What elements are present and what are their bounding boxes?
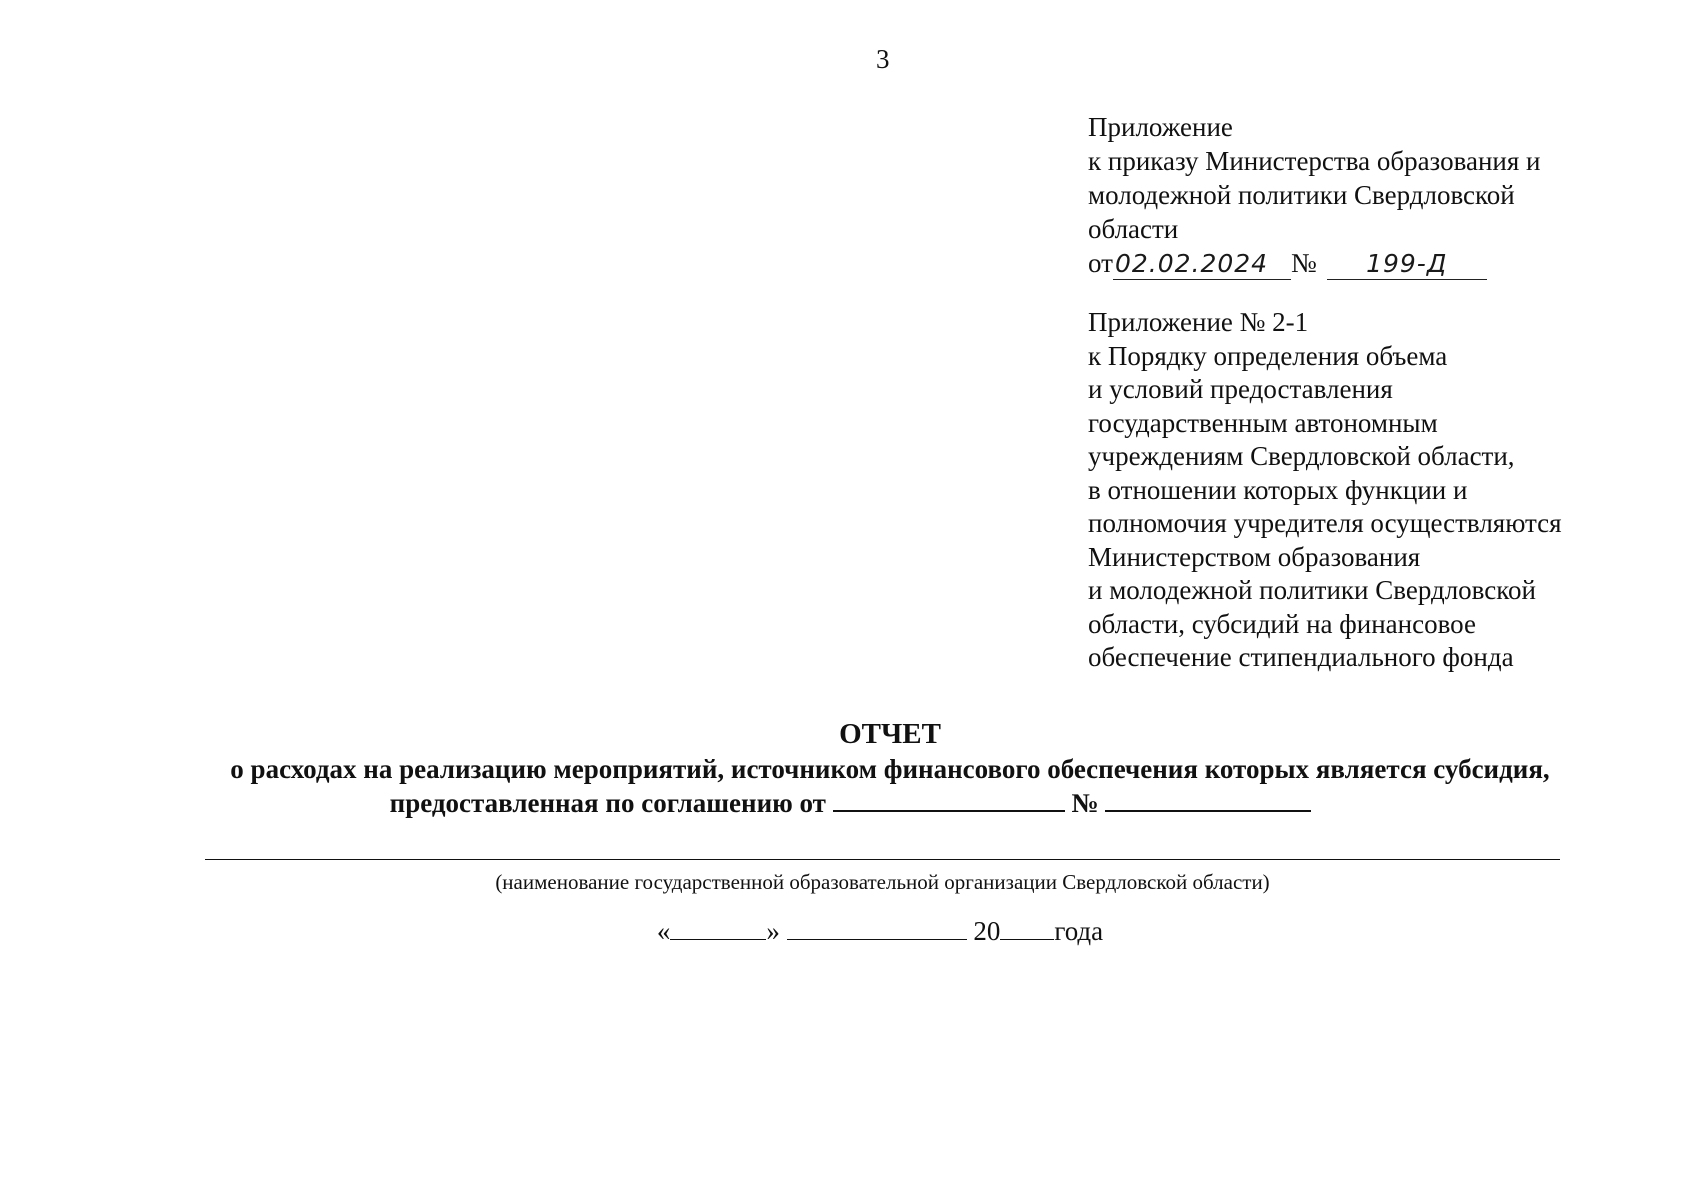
organization-caption: (наименование государственной образовательной организации Свердловской области): [495, 870, 1270, 894]
close-quote: »: [766, 916, 780, 946]
appendix-order-block: [1088, 110, 1540, 280]
report-date-line: [0, 914, 1701, 948]
report-subtitle-line2: [0, 786, 1701, 819]
handwritten-number: 199-Д: [1327, 249, 1487, 280]
agreement-number-sign: №: [1071, 788, 1099, 818]
appendix2-line: области, субсидий на финансовое: [1088, 608, 1476, 639]
agreement-date-blank: [833, 786, 1065, 812]
appendix-line: молодежной политики Свердловской: [1088, 180, 1515, 210]
appendix2-line: государственным автономным: [1088, 407, 1438, 438]
appendix2-line: в отношении которых функции и: [1088, 474, 1468, 505]
appendix-line: к приказу Министерства образования и: [1088, 146, 1541, 176]
report-title: ОТЧЕТ: [839, 718, 941, 750]
order-date-number-line: [1088, 246, 1540, 280]
open-quote: «: [656, 916, 671, 946]
year-prefix: 20: [973, 916, 1001, 946]
agreement-number-blank: [1105, 786, 1311, 812]
page-number: 3: [876, 44, 890, 74]
handwritten-date: 02.02.2024: [1113, 249, 1291, 280]
organization-name-line: [205, 859, 1560, 860]
appendix-line: области: [1088, 214, 1179, 244]
appendix2-line: к Порядку определения объема: [1088, 340, 1448, 371]
appendix-procedure-block: [1088, 306, 1562, 675]
month-blank: [787, 917, 967, 940]
date-prefix: от: [1088, 248, 1113, 278]
report-subtitle-line1: о расходах на реализацию мероприятий, источником финансового обеспечения которых является субсидия,: [230, 754, 1550, 784]
appendix2-line: полномочия учредителя осуществляются: [1088, 508, 1562, 538]
appendix2-line: Приложение № 2-1: [1088, 307, 1309, 337]
year-suffix: года: [1054, 916, 1104, 946]
agreement-prefix: предоставленная по соглашению от: [389, 788, 826, 818]
year-blank: [1000, 917, 1054, 940]
appendix-title: Приложение: [1088, 112, 1233, 142]
appendix2-line: Министерством образования: [1088, 541, 1421, 572]
appendix2-line: обеспечение стипендиального фонда: [1088, 642, 1514, 672]
day-blank: [670, 917, 766, 940]
appendix2-line: и молодежной политики Свердловской: [1088, 575, 1536, 605]
appendix2-line: и условий предоставления: [1088, 374, 1393, 404]
number-prefix: №: [1290, 248, 1317, 278]
appendix2-line: учреждениям Свердловской области,: [1088, 441, 1515, 471]
